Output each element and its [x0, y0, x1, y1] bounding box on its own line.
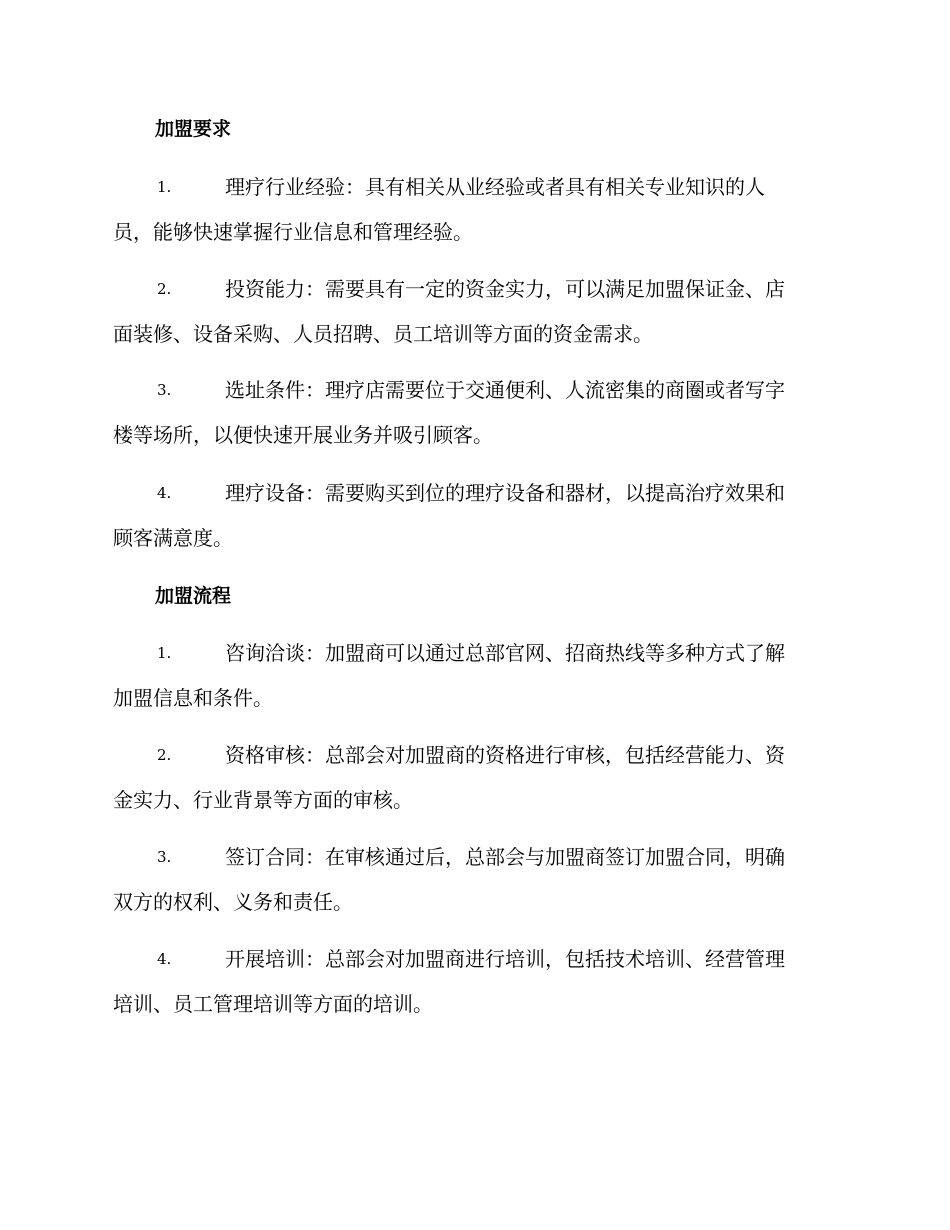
- list-item-text-continued: 面装修、设备采购、人员招聘、员工培训等方面的资金需求。: [113, 322, 653, 346]
- list-item-text-continued: 楼等场所，以便快速开展业务并吸引顾客。: [113, 423, 493, 447]
- list-item-text-continued: 双方的权利、义务和责任。: [113, 890, 353, 914]
- list-item: [113, 637, 833, 727]
- list-item-text-continued: 员，能够快速掌握行业信息和管理经验。: [113, 220, 473, 244]
- list-number: 4.: [157, 484, 172, 502]
- section-heading-requirements: 加盟要求: [155, 118, 232, 140]
- list-number: 1.: [157, 644, 172, 662]
- list-item-text: 签订合同：在审核通过后，总部会与加盟商签订加盟合同，明确: [225, 845, 785, 869]
- list-item-text: 理疗设备：需要购买到位的理疗设备和器材，以提高治疗效果和: [225, 481, 785, 505]
- list-item-text-continued: 培训、员工管理培训等方面的培训。: [113, 992, 433, 1016]
- list-item: [113, 171, 833, 261]
- list-item-text: 资格审核：总部会对加盟商的资格进行审核，包括经营能力、资: [225, 743, 785, 767]
- list-item-text: 选址条件：理疗店需要位于交通便利、人流密集的商圈或者写字: [225, 378, 785, 402]
- list-item: [113, 273, 833, 363]
- list-item-text-continued: 顾客满意度。: [113, 526, 233, 550]
- list-number: 3.: [157, 848, 172, 866]
- list-number: 4.: [157, 950, 172, 968]
- list-number: 2.: [157, 746, 172, 764]
- list-item-text: 投资能力：需要具有一定的资金实力，可以满足加盟保证金、店: [225, 277, 785, 301]
- list-item-text: 理疗行业经验：具有相关从业经验或者具有相关专业知识的人: [225, 175, 765, 199]
- list-item: [113, 374, 833, 464]
- section-heading-process: 加盟流程: [155, 585, 232, 607]
- list-number: 3.: [157, 381, 172, 399]
- list-number: 2.: [157, 280, 172, 298]
- list-item: [113, 841, 833, 931]
- list-item-text: 咨询洽谈：加盟商可以通过总部官网、招商热线等多种方式了解: [225, 641, 785, 665]
- list-item-text-continued: 金实力、行业背景等方面的审核。: [113, 788, 413, 812]
- list-item: [113, 943, 833, 1033]
- list-item: [113, 477, 833, 567]
- list-item-text: 开展培训：总部会对加盟商进行培训，包括技术培训、经营管理: [225, 947, 785, 971]
- list-item-text-continued: 加盟信息和条件。: [113, 686, 273, 710]
- list-number: 1.: [157, 178, 172, 196]
- list-item: [113, 739, 833, 829]
